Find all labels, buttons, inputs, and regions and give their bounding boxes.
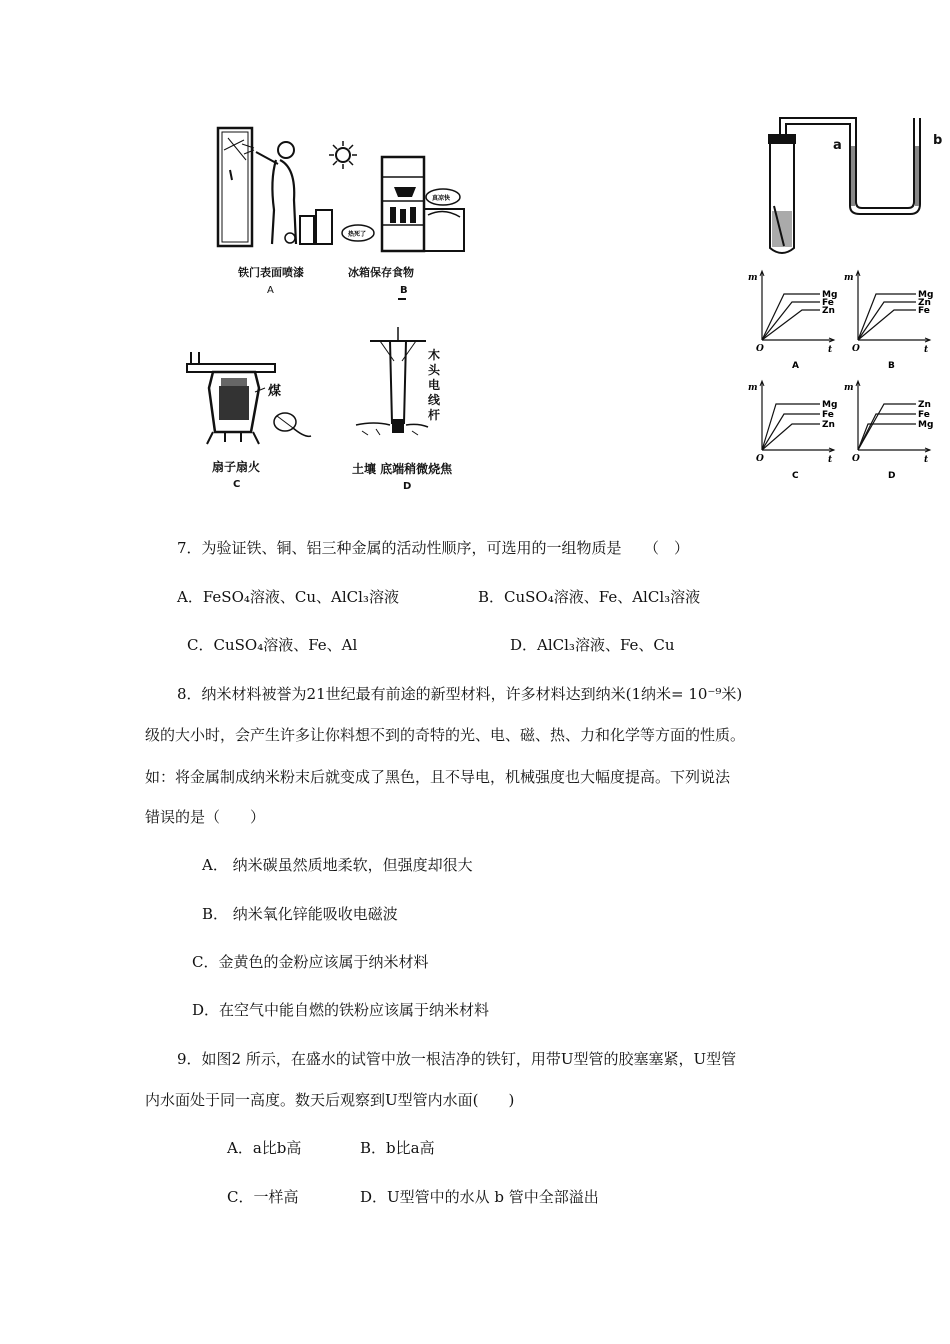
q7-stem: 7．为验证铁、铜、铝三种金属的活动性顺序，可选用的一组物质是 （ ）: [177, 539, 690, 557]
q8-option-a[interactable]: A． 纳米碳虽然质地柔软，但强度却很大: [202, 856, 473, 874]
figure-c-coal-label: 煤: [268, 384, 282, 399]
figure-d-letter: D: [403, 481, 412, 492]
figure-a-letter: A: [267, 285, 274, 296]
q9-line-1: 9．如图2 所示，在盛水的试管中放一根洁净的铁钉，用带U型管的胶塞塞紧，U型管: [177, 1050, 737, 1068]
graph-y-label: m: [748, 273, 758, 283]
q7-option-d[interactable]: D．AlCl₃溶液、Fe、Cu: [510, 636, 675, 654]
q8-line-3: 如：将金属制成纳米粉末后就变成了黑色，且不导电，机械强度也大幅度提高。下列说法: [145, 768, 731, 786]
graph-x-label: t: [828, 345, 833, 355]
graph-x-label: t: [924, 345, 929, 355]
q8-line-1: 8．纳米材料被誉为21世纪最有前途的新型材料，许多材料达到纳米(1纳米= 10⁻⁹米): [177, 685, 743, 703]
graph-series-label: Mg: [822, 400, 838, 410]
graph-origin-label: O: [852, 344, 860, 354]
graph-y-label: m: [748, 383, 758, 393]
metal-graphs: [740, 262, 950, 482]
graph-letter: D: [888, 471, 896, 481]
figure-d-pole-label: 木头电线杆: [428, 348, 441, 422]
q9-option-c[interactable]: C．一样高: [227, 1188, 299, 1206]
graph-origin-label: O: [756, 344, 764, 354]
q8-line-2: 级的大小时，会产生许多让你料想不到的奇特的光、电、磁、热、力和化学等方面的性质。: [145, 726, 746, 744]
graph-series-line: [858, 302, 916, 340]
graph-series-label: Mg: [918, 420, 934, 430]
graph-series-label: Fe: [822, 298, 834, 308]
figure-b-dash: [398, 298, 406, 300]
q8-line-4: 错误的是（ ）: [145, 808, 266, 826]
bubble-right: 真凉快: [432, 195, 451, 202]
q7-option-c[interactable]: C．CuSO₄溶液、Fe、Al: [187, 636, 358, 654]
graph-letter: C: [792, 471, 799, 481]
graph-series-label: Zn: [822, 306, 835, 316]
graph-series-label: Fe: [918, 306, 930, 316]
utube-label-b: b: [933, 133, 943, 148]
figure-c-stove: [185, 348, 315, 448]
bubble-left: 热死了: [348, 231, 367, 238]
graph-series-line: [762, 424, 820, 450]
graph-series-label: Mg: [822, 290, 838, 300]
q9-line-2: 内水面处于同一高度。数天后观察到U型管内水面( ): [145, 1091, 515, 1109]
figure-c-letter: C: [233, 479, 241, 490]
figure-b-caption: 冰箱保存食物: [348, 266, 414, 279]
utube-label-a: a: [833, 138, 842, 153]
graph-series-label: Fe: [918, 410, 930, 420]
utube-apparatus: [760, 108, 950, 258]
graph-series-label: Zn: [822, 420, 835, 430]
figure-c-caption: 扇子扇火: [212, 460, 261, 474]
graph-y-label: m: [844, 383, 854, 393]
graph-y-label: m: [844, 273, 854, 283]
graph-letter: A: [792, 361, 799, 371]
figure-d-pole: [350, 325, 430, 450]
graph-series-label: Zn: [918, 298, 931, 308]
graph-origin-label: O: [852, 454, 860, 464]
q9-option-b[interactable]: B．b比a高: [360, 1139, 435, 1157]
graph-series-line: [858, 414, 916, 450]
q9-option-d[interactable]: D．U型管中的水从 b 管中全部溢出: [360, 1188, 599, 1206]
graph-series-line: [858, 310, 916, 340]
figure-b-refrigerator: [340, 155, 470, 260]
figure-a-caption: 铁门表面喷漆: [238, 266, 304, 279]
q8-option-b[interactable]: B． 纳米氧化锌能吸收电磁波: [202, 905, 398, 923]
graph-series-line: [858, 424, 916, 450]
graph-series-label: Fe: [822, 410, 834, 420]
graph-series-label: Zn: [918, 400, 931, 410]
q7-option-b[interactable]: B．CuSO₄溶液、Fe、AlCl₃溶液: [478, 588, 701, 606]
q8-option-c[interactable]: C．金黄色的金粉应该属于纳米材料: [192, 953, 429, 971]
figure-a-painting-door: [210, 120, 340, 255]
graph-series-label: Mg: [918, 290, 934, 300]
q8-option-d[interactable]: D．在空气中能自燃的铁粉应该属于纳米材料: [192, 1001, 490, 1019]
graph-x-label: t: [828, 455, 833, 465]
figure-d-caption: 土壤 底端稍微烧焦: [352, 462, 453, 476]
graph-series-line: [762, 310, 820, 340]
q9-option-a[interactable]: A．a比b高: [227, 1139, 302, 1157]
figure-b-letter: B: [400, 285, 408, 296]
q7-option-a[interactable]: A．FeSO₄溶液、Cu、AlCl₃溶液: [177, 588, 399, 606]
graph-x-label: t: [924, 455, 929, 465]
graph-origin-label: O: [756, 454, 764, 464]
graph-letter: B: [888, 361, 895, 371]
